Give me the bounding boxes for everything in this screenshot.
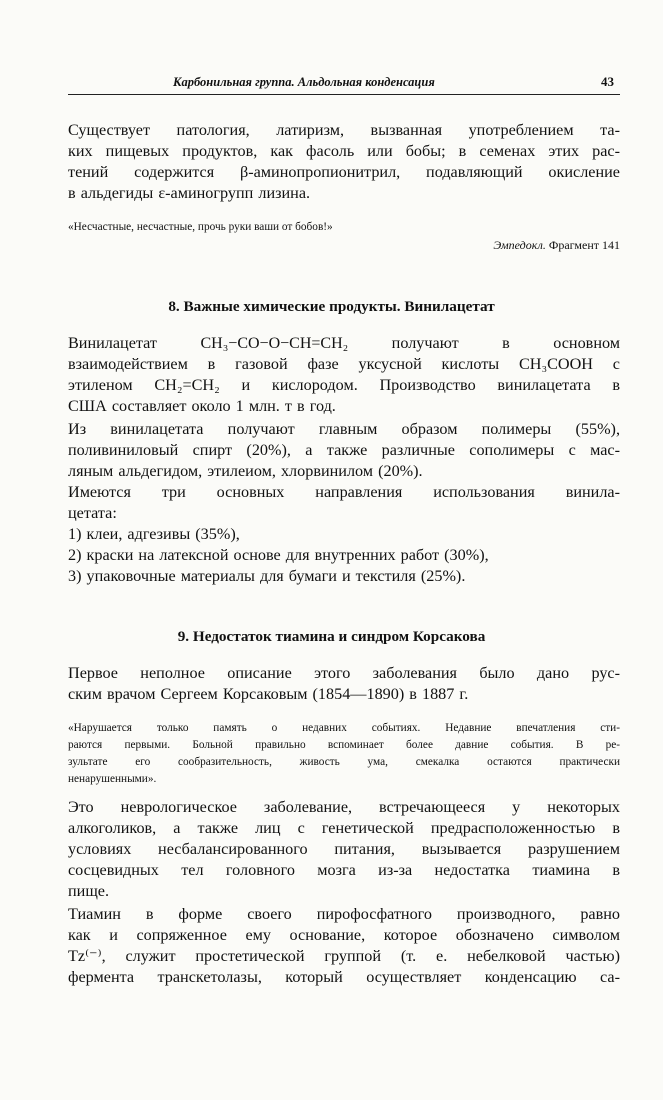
section-9-para1-line-1: Это неврологическое заболевание, встречающееся у некоторых xyxy=(68,798,620,816)
running-title: Карбонильная группа. Альдольная конденсация xyxy=(173,75,435,89)
page-number: 43 xyxy=(601,74,614,89)
intro-line-3: тений содержится β-аминопропионитрил, подавляющий окисление xyxy=(68,163,620,181)
section-9-para2-line-3: Tz⁽⁻⁾, служит простетической группой (т. е. небелковой частью) xyxy=(68,947,620,965)
empedocles-quote: «Несчастные, несчастные, прочь руки ваши от бобов!» xyxy=(68,221,333,233)
use-item-2: 2) краски на латексной основе для внутренних работ (30%), xyxy=(68,546,489,564)
section-8-line-1 xyxy=(68,333,620,354)
section-9-para2-line-2: как и сопряженное ему основание, которое обозначено символом xyxy=(68,926,620,944)
line1-end: получают в основном xyxy=(391,334,621,352)
quote-attribution xyxy=(493,238,620,253)
section-8-line-5: Из винилацетата получают главным образом полимеры (55%), xyxy=(68,420,620,438)
intro-line-1: Существует патология, латиризм, вызванная употреблением та- xyxy=(68,121,620,139)
korsakov-quote-3: зультате его сообразительность, живость ума, смекалка остаются практически xyxy=(68,756,620,768)
section-9-para1-line-3: условиях несбалансированного питания, вызывается разрушением xyxy=(68,840,620,858)
section-9-para2-line-4: фермента транскетолазы, который осуществляет конденсацию са- xyxy=(68,968,620,986)
section-8-line-7: ляным альдегидом, этилеиом, хлорвинилом (20%). xyxy=(68,462,423,480)
section-9-para1-line-2: алкоголиков, а также лиц с генетической предрасположенностью в xyxy=(68,819,620,837)
intro-line-2: ких пищевых продуктов, как фасоль или бобы; в семенах этих рас- xyxy=(68,142,620,160)
section-8-line-6: поливиниловый спирт (20%), а также различные сополимеры с мас- xyxy=(68,441,620,459)
korsakov-quote-4: ненарушенными». xyxy=(68,773,157,785)
line1-start: Винилацетат xyxy=(68,334,158,352)
section-9-intro-1: Первое неполное описание этого заболевания было дано рус- xyxy=(68,664,620,682)
use-item-1: 1) клеи, адгезивы (35%), xyxy=(68,525,240,543)
section-9-para1-line-5: пище. xyxy=(68,882,110,900)
section-9-para1-line-4: сосцевидных тел головного мозга из-за недостатка тиамина в xyxy=(68,861,620,879)
korsakov-quote-1: «Нарушается только память о недавних событиях. Недавние впечатления сти- xyxy=(68,722,620,734)
quote-author: Эмпедокл. xyxy=(493,238,546,252)
section-9-intro-2: ским врачом Сергеем Корсаковым (1854—1890) в 1887 г. xyxy=(68,685,469,703)
section-8-line-8: Имеются три основных направления использования винила- xyxy=(68,483,620,501)
use-item-3: 3) упаковочные материалы для бумаги и текстиля (25%). xyxy=(68,567,466,585)
running-header xyxy=(68,72,620,95)
quote-source: Фрагмент 141 xyxy=(548,238,620,252)
section-8-line-2: взаимодействием в газовой фазе уксусной кислоты CH₃COOH с xyxy=(68,355,620,373)
korsakov-quote-2: раются первыми. Больной правильно вспоминает более давние события. В ре- xyxy=(68,739,620,751)
intro-line-4: в альдегиды ε-аминогрупп лизина. xyxy=(68,184,311,202)
section-9-para2-line-1: Тиамин в форме своего пирофосфатного производного, равно xyxy=(68,905,620,923)
section-8-line-9: цетата: xyxy=(68,504,117,522)
section-9-heading: 9. Недостаток тиамина и синдром Корсакова xyxy=(177,628,486,645)
section-8-heading: 8. Важные химические продукты. Винилацетат xyxy=(168,298,495,315)
vinyl-acetate-formula: CH₃−CO−O−CH=CH₂ xyxy=(200,335,349,352)
section-8-line-3: этиленом CH₂=CH₂ и кислородом. Производство винилацетата в xyxy=(68,376,620,394)
section-8-line-4: США составляет около 1 млн. т в год. xyxy=(68,397,336,415)
